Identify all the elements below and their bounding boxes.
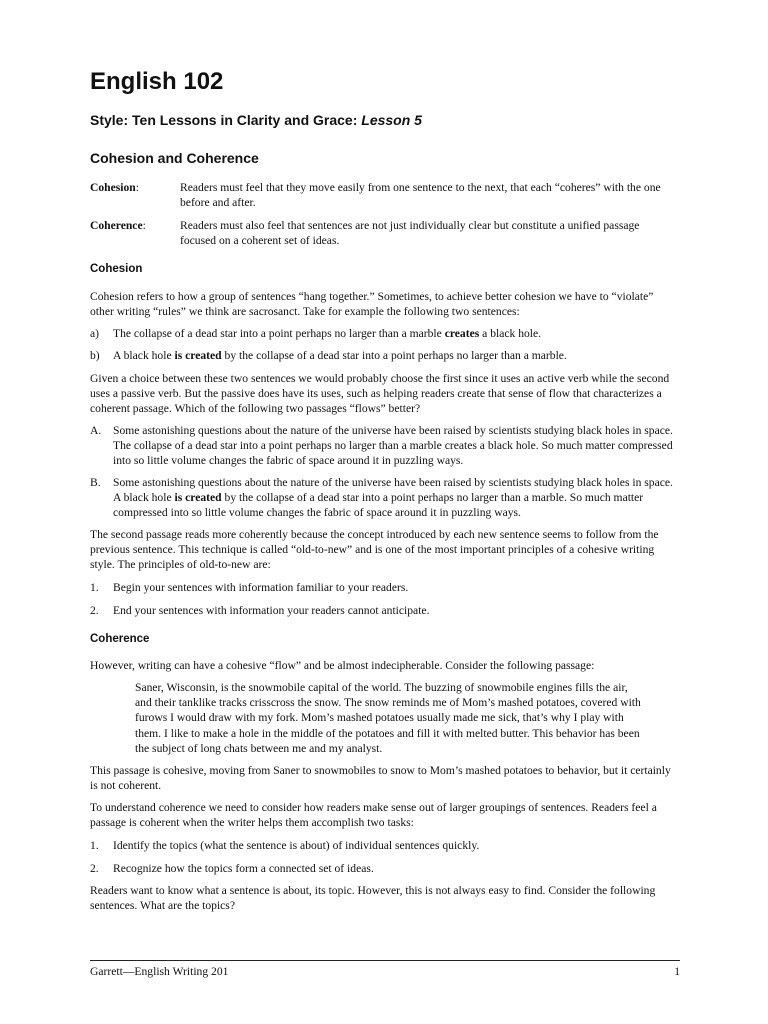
coherence-analysis: This passage is cohesive, moving from Saner to snowmobiles to snow to Mom’s mashed potatoes to behavior, but it certainly is not coherent.	[90, 764, 671, 793]
example-a: a) The collapse of a dead star into a point perhaps no larger than a marble creates a black hole.	[90, 327, 542, 340]
subtitle	[90, 112, 422, 128]
definition-term: Coherence	[90, 219, 143, 232]
definition-cohesion: Cohesion: Readers must feel that they move easily from one sentence to the next, that each “coheres” with the one before and after.	[90, 180, 670, 210]
footer-rule	[90, 960, 680, 961]
cohesion-heading: Cohesion	[90, 263, 143, 275]
subtitle-lesson: Lesson 5	[361, 112, 422, 128]
definition-text: Readers must also feel that sentences are not just individually clear but constitute a unified passage focused on a coherent set of ideas.	[180, 219, 640, 248]
page-title: English 102	[90, 68, 224, 95]
definition-term: Cohesion	[90, 181, 136, 194]
principle-item: 2. End your sentences with information your readers cannot anticipate.	[90, 604, 430, 617]
cohesion-conclusion: The second passage reads more coherently because the concept introduced by each new sentence seems to follow from the previous sentence. This technique is called “old-to-new” and is one of the most important principles of a cohesive writing style. The principles of old-to-new are:	[90, 528, 659, 572]
principle-item: 1. Begin your sentences with information familiar to your readers.	[90, 581, 409, 594]
cohesion-discussion: Given a choice between these two sentences we would probably choose the first since it uses an active verb while the second uses a passive verb. But the passive does have its uses, such as helping readers create that sense of flow that characterizes a coherent passage. Which of the following two passages “flows” better?	[90, 372, 670, 416]
page-number: 1	[674, 965, 680, 978]
coherence-tasks-intro: To understand coherence we need to consider how readers make sense out of larger groupings of sentences. Readers feel a passage is coherent when the writer helps them accomplish two tasks:	[90, 801, 657, 830]
coherence-intro: However, writing can have a cohesive “flow” and be almost indecipherable. Consider the following passage:	[90, 659, 595, 672]
coherence-heading: Coherence	[90, 633, 150, 645]
passage-b: B. Some astonishing questions about the nature of the universe have been raised by scientists studying black holes in space. A black hole is created by the collapse of a dead star into a point perhaps no larger than a marble. So much matter compressed into so little volume changes the fabric of space around it in puzzling ways.	[90, 476, 673, 520]
example-b: b) A black hole is created by the collapse of a dead star into a point perhaps no larger than a marble.	[90, 349, 567, 362]
coherence-closing: Readers want to know what a sentence is about, its topic. However, this is not always easy to find. Consider the following sentences. What are the topics?	[90, 884, 656, 913]
footer-text: Garrett—English Writing 201	[90, 965, 229, 978]
definition-text: Readers must feel that they move easily from one sentence to the next, that each “coheres” with the one before and after.	[180, 181, 661, 210]
task-item: 2. Recognize how the topics form a connected set of ideas.	[90, 862, 374, 875]
definition-coherence: Coherence: Readers must also feel that sentences are not just individually clear but constitute a unified passage focused on a coherent set of ideas.	[90, 218, 670, 248]
passage-a: A. Some astonishing questions about the nature of the universe have been raised by scientists studying black holes in space. The collapse of a dead star into a point perhaps no larger than a marble creates a black hole. So much matter compressed into so little volume changes the fabric of space around it in puzzling ways.	[90, 424, 673, 468]
block-quote: Saner, Wisconsin, is the snowmobile capital of the world. The buzzing of snowmobile engines fills the air, and their tanklike tracks crisscross the snow. The snow reminds me of Mom’s mashed potatoes, covered with furows I would draw with my fork. Mom’s mashed potatoes usually made me sick, that’s why I play with them. I like to make a hole in the middle of the potatoes and fill it with melted butter. This behavior has been the subject of long chats between me and my analyst.	[135, 681, 641, 755]
cohesion-intro: Cohesion refers to how a group of sentences “hang together.” Sometimes, to achieve better cohesion we have to “violate” other writing “rules” we think are sacrosanct. Take for example the following two sentences:	[90, 290, 654, 319]
subtitle-prefix: Style: Ten Lessons in Clarity and Grace:	[90, 112, 362, 128]
section-heading: Cohesion and Coherence	[90, 150, 259, 166]
task-item: 1. Identify the topics (what the sentence is about) of individual sentences quickly.	[90, 839, 480, 852]
